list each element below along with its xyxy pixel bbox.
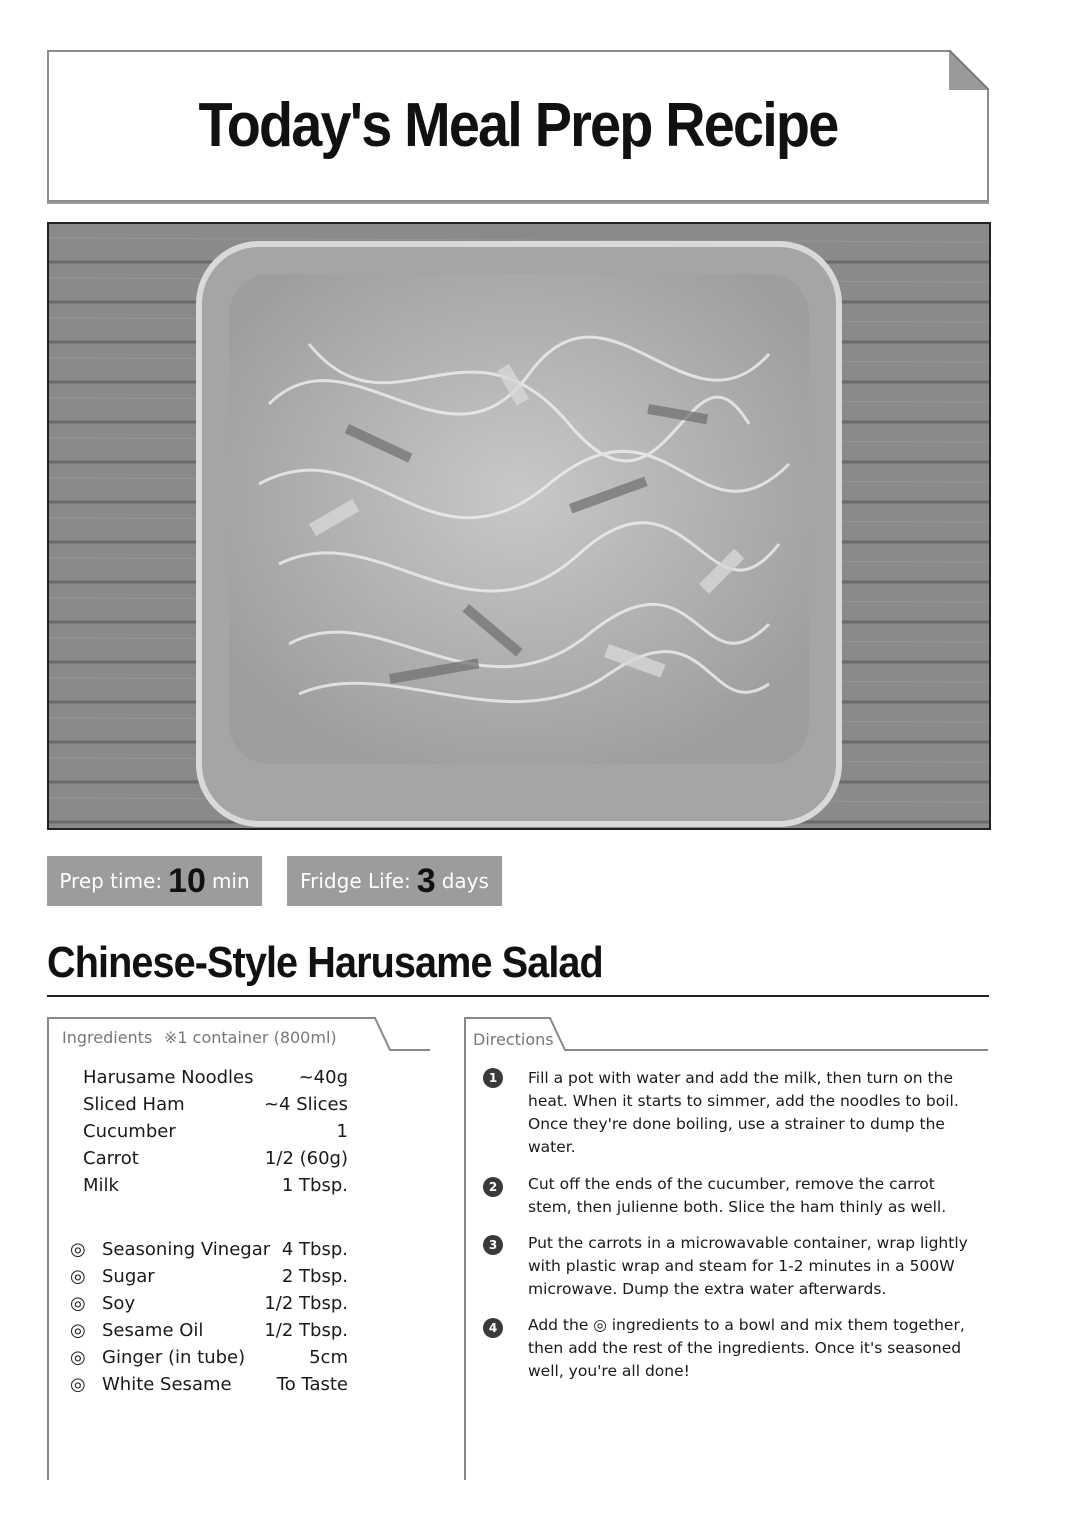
seasoning-name: Seasoning Vinegar: [102, 1239, 271, 1260]
recipe-title: Chinese-Style Harusame Salad: [47, 938, 603, 987]
salad-photo-icon: [49, 224, 989, 828]
seasoning-amount: 1/2 Tbsp.: [264, 1293, 348, 1314]
step-text: Cut off the ends of the cucumber, remove the carrot stem, then julienne both. Slice the ham thinly as well.: [528, 1175, 947, 1216]
seasoning-amount: 1/2 Tbsp.: [264, 1320, 348, 1341]
directions-tab-label: Directions: [473, 1030, 554, 1049]
seasoning-name: Sesame Oil: [102, 1320, 204, 1341]
seasoning-name: Ginger (in tube): [102, 1347, 246, 1368]
seasoning-mark-icon: ◎: [70, 1320, 86, 1341]
fridge-life-unit: days: [441, 869, 489, 893]
step-number-icon: 2: [483, 1177, 503, 1197]
ingredient-amount: 1/2 (60g): [264, 1148, 348, 1169]
ingredient-amount: 1 Tbsp.: [281, 1175, 348, 1196]
serving-size: ※1 container (800ml): [164, 1028, 337, 1047]
step-number-icon: 1: [483, 1068, 503, 1088]
seasoning-mark-icon: ◎: [70, 1374, 86, 1395]
fridge-life-badge: [287, 856, 502, 906]
seasoning-mark-icon: ◎: [70, 1266, 86, 1287]
prep-time-value: 10: [168, 861, 206, 900]
fridge-life-value: 3: [416, 861, 436, 900]
ingredient-name: Milk: [83, 1175, 119, 1196]
prep-time-label: Prep time:: [59, 869, 163, 893]
ingredient-name: Harusame Noodles: [83, 1067, 254, 1088]
ingredient-name: Cucumber: [83, 1121, 176, 1142]
ingredients-tab-label: Ingredients: [62, 1028, 153, 1047]
step-text: Fill a pot with water and add the milk, then turn on the heat. When it starts to simmer, add the noodles to boil. Once they're done boiling, use a strainer to dump the water.: [528, 1069, 959, 1156]
fridge-life-label: Fridge Life:: [300, 869, 411, 893]
step-text: Put the carrots in a microwavable container, wrap lightly with plastic wrap and steam for 1-2 minutes in a 500W microwave. Dump the extra water afterwards.: [528, 1234, 968, 1298]
ingredient-name: Sliced Ham: [83, 1094, 185, 1115]
ingredient-amount: ~40g: [298, 1067, 348, 1088]
seasoning-amount: 2 Tbsp.: [281, 1266, 348, 1287]
seasoning-mark-icon: ◎: [70, 1347, 86, 1368]
recipe-photo: [47, 222, 991, 830]
seasoning-name: White Sesame: [102, 1374, 232, 1395]
seasoning-mark-icon: ◎: [70, 1239, 86, 1260]
header-banner: [47, 50, 989, 202]
prep-time-badge: [47, 856, 262, 906]
seasoning-name: Soy: [102, 1293, 136, 1314]
page-title: Today's Meal Prep Recipe: [198, 91, 838, 160]
seasoning-amount: To Taste: [276, 1374, 348, 1395]
ingredient-name: Carrot: [83, 1148, 139, 1169]
step-number-icon: 4: [483, 1318, 503, 1338]
step-text: Add the ◎ ingredients to a bowl and mix them together, then add the rest of the ingredients. Once it's seasoned well, you're all done!: [528, 1316, 965, 1380]
step-number-icon: 3: [483, 1235, 503, 1255]
seasoning-amount: 5cm: [309, 1347, 348, 1368]
divider: [47, 995, 989, 997]
page-fold-icon: [949, 50, 989, 90]
seasoning-amount: 4 Tbsp.: [281, 1239, 348, 1260]
ingredient-amount: 1: [336, 1121, 348, 1142]
ingredient-amount: ~4 Slices: [263, 1094, 348, 1115]
seasoning-mark-icon: ◎: [70, 1293, 86, 1314]
seasoning-name: Sugar: [102, 1266, 155, 1287]
prep-time-unit: min: [211, 869, 250, 893]
